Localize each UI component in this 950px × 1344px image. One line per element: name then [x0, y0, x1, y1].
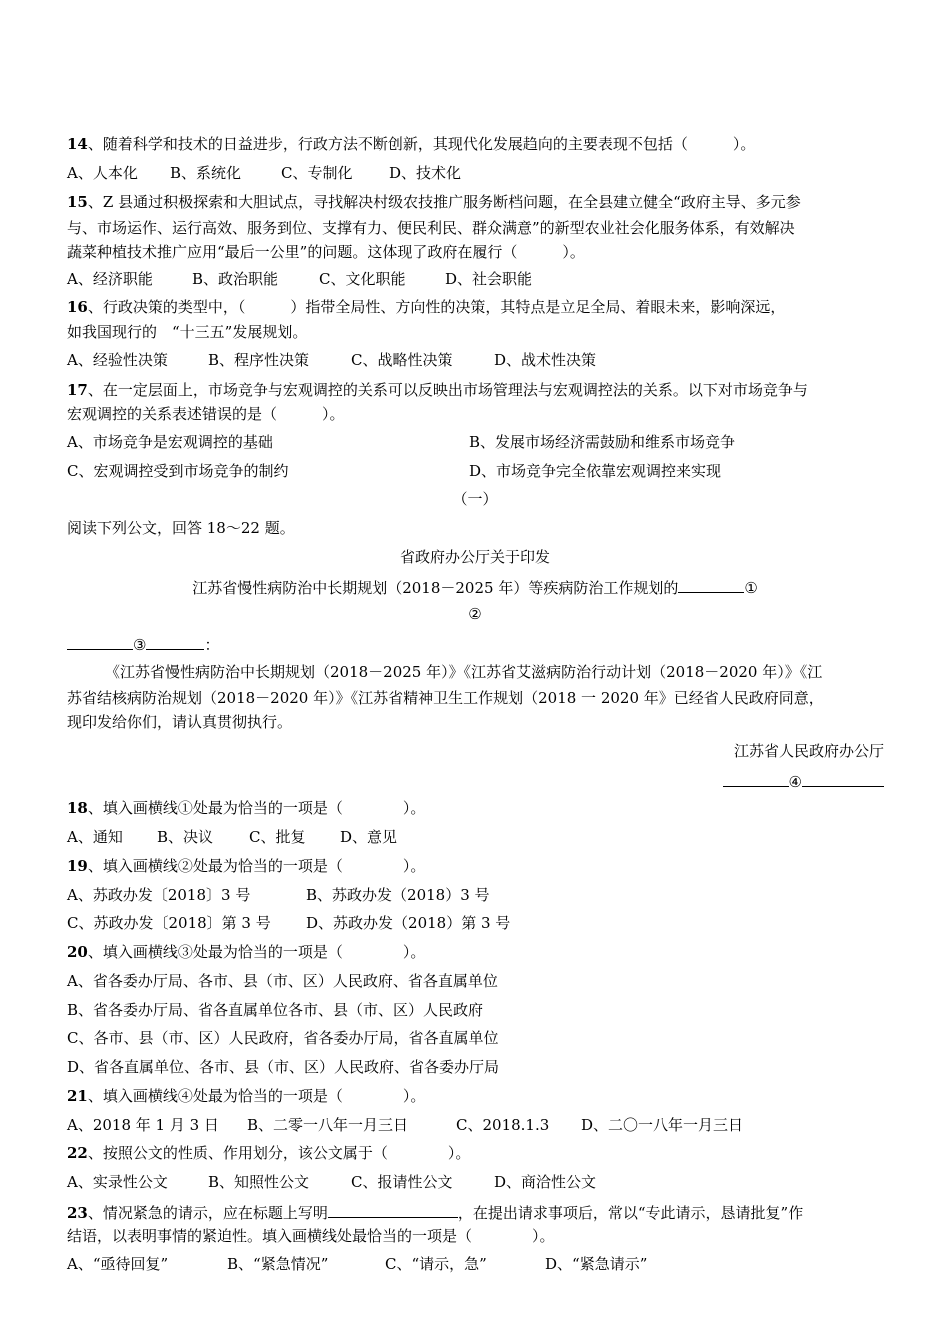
section-intro: 阅读下列公文，回答 18～22 题。	[67, 519, 295, 537]
option-d: D、战术性决策	[494, 351, 597, 369]
question-text: 、填入画横线④处最为恰当的一项是（ ）。	[87, 1087, 426, 1105]
question-22	[67, 1143, 470, 1163]
option-a: A、通知	[67, 828, 123, 846]
option-d: D、市场竞争完全依靠宏观调控来实现	[469, 462, 722, 480]
doc-title-line-1: 省政府办公厅关于印发	[399, 548, 550, 566]
question-23-options	[67, 1254, 647, 1274]
question-22-options	[67, 1172, 596, 1192]
doc-issuer: 江苏省人民政府办公厅	[733, 742, 884, 760]
option-a: A、经验性决策	[67, 351, 168, 369]
option-a: A、“亟待回复”	[67, 1255, 169, 1273]
question-14-options	[67, 163, 461, 183]
question-text: 、Z 县通过积极探索和大胆试点，寻找解决村级农技推广服务断档问题，在全县建立健全“政府主导、多元参	[87, 193, 801, 211]
option-b: B、系统化	[170, 164, 242, 182]
blank-line	[328, 1201, 458, 1218]
blank-marker-3: ③	[133, 636, 147, 654]
option-b: B、二零一八年一月三日	[247, 1116, 409, 1134]
question-number: 22	[67, 1144, 88, 1162]
question-number: 16	[67, 298, 88, 316]
question-number: 23	[67, 1204, 88, 1222]
option-c: C、宏观调控受到市场竞争的制约	[67, 462, 289, 480]
option-d: D、意见	[340, 828, 398, 846]
blank-line	[67, 633, 133, 650]
option-c: C、批复	[249, 828, 306, 846]
question-text: 、填入画横线①处最为恰当的一项是（ ）。	[87, 799, 426, 817]
question-17-line-1	[67, 380, 808, 400]
blank-line	[802, 770, 884, 787]
option-a: A、经济职能	[67, 270, 153, 288]
section-label: （一）	[452, 490, 498, 508]
blank-line	[678, 576, 744, 593]
question-number: 19	[67, 857, 88, 875]
option-a: A、2018 年 1 月 3 日	[67, 1116, 219, 1134]
question-text: 、在一定层面上，市场竞争与宏观调控的关系可以反映出市场管理法与宏观调控法的关系。以下对市场竞争与	[87, 381, 808, 399]
question-number: 20	[67, 943, 88, 961]
question-16-options	[67, 350, 596, 370]
question-19-options-ab	[67, 885, 490, 905]
blank-line	[146, 633, 204, 650]
option-d: D、省各直属单位、各市、县（市、区）人民政府、省各委办厅局	[67, 1058, 500, 1076]
question-21	[67, 1086, 425, 1106]
option-b: B、苏政办发（2018）3 号	[306, 886, 490, 904]
question-text-cont: ，在提出请求事项后，常以“专此请示，恳请批复”作	[457, 1204, 804, 1222]
question-18	[67, 798, 425, 818]
option-c: C、苏政办发〔2018〕第 3 号	[67, 914, 271, 932]
option-d: D、社会职能	[445, 270, 533, 288]
question-17-options-ab	[67, 432, 735, 452]
option-c: C、文化职能	[319, 270, 406, 288]
blank-marker-1: ①	[744, 579, 758, 597]
question-15-options	[67, 269, 532, 289]
blank-marker-4: ④	[788, 773, 802, 791]
option-d: D、苏政办发（2018）第 3 号	[306, 914, 511, 932]
question-21-options	[67, 1115, 743, 1135]
question-number: 21	[67, 1087, 88, 1105]
question-text: 、行政决策的类型中，（ ）指带全局性、方向性的决策，其特点是立足全局、着眼未来，影响深远，	[87, 298, 786, 316]
question-text: 、填入画横线③处最为恰当的一项是（ ）。	[87, 943, 426, 961]
question-text: 、填入画横线②处最为恰当的一项是（ ）。	[87, 857, 426, 875]
option-b: B、发展市场经济需鼓励和维系市场竞争	[469, 433, 736, 451]
question-number: 18	[67, 799, 88, 817]
option-d: D、“紧急请示”	[545, 1255, 648, 1273]
question-15-line-3: 蔬菜种植技术推广应用“最后一公里”的问题。这体现了政府在履行（ ）。	[67, 243, 585, 261]
option-b: B、程序性决策	[208, 351, 310, 369]
option-c: C、专制化	[281, 164, 353, 182]
option-c: C、2018.1.3	[456, 1116, 550, 1134]
blank-line	[723, 770, 789, 787]
option-b: B、省各委办厅局、省各直属单位各市、县（市、区）人民政府	[67, 1001, 484, 1019]
question-number: 15	[67, 193, 88, 211]
question-19	[67, 856, 425, 876]
option-d: D、二〇一八年一月三日	[581, 1116, 744, 1134]
question-16-line-2: 如我国现行的 “十三五”发展规划。	[67, 323, 308, 341]
question-23-line-1	[67, 1201, 803, 1223]
option-a: A、苏政办发〔2018〕3 号	[67, 886, 251, 904]
option-b: B、决议	[157, 828, 214, 846]
question-number: 14	[67, 135, 88, 153]
option-c: C、“请示，急”	[385, 1255, 487, 1273]
addressee-colon: ：	[204, 636, 220, 654]
question-18-options	[67, 827, 397, 847]
option-a: A、人本化	[67, 164, 138, 182]
option-a: A、省各委办厅局、各市、县（市、区）人民政府、省各直属单位	[67, 972, 498, 990]
option-c: C、报请性公文	[351, 1173, 453, 1191]
option-a: A、实录性公文	[67, 1173, 168, 1191]
doc-title-text: 江苏省慢性病防治中长期规划（2018－2025 年）等疾病防治工作规划的	[192, 579, 679, 597]
option-c: C、战略性决策	[351, 351, 453, 369]
option-c: C、各市、县（市、区）人民政府，省各委办厅局，省各直属单位	[67, 1029, 499, 1047]
question-16-line-1	[67, 297, 785, 317]
doc-date-line	[723, 770, 884, 792]
question-19-options-cd	[67, 913, 510, 933]
question-text: 、随着科学和技术的日益进步，行政方法不断创新，其现代化发展趋向的主要表现不包括（ ）。	[87, 135, 756, 153]
doc-body-line-1: 《江苏省慢性病防治中长期规划（2018－2025 年）》《江苏省艾滋病防治行动计划（2018－2020 年）》《江	[105, 663, 823, 681]
question-number: 17	[67, 381, 88, 399]
question-23-line-2: 结语，以表明事情的紧迫性。填入画横线处最恰当的一项是（ ）。	[67, 1227, 555, 1245]
option-b: B、“紧急情况”	[227, 1255, 329, 1273]
doc-body-line-2: 苏省结核病防治规划（2018－2020 年）》《江苏省精神卫生工作规划（2018 一 2020 年》已经省人民政府同意，	[67, 689, 824, 707]
option-b: B、知照性公文	[208, 1173, 310, 1191]
question-text: 、情况紧急的请示，应在标题上写明	[87, 1204, 328, 1222]
doc-title-line-2	[0, 576, 950, 598]
option-d: D、技术化	[389, 164, 462, 182]
question-17-line-2: 宏观调控的关系表述错误的是（ ）。	[67, 405, 345, 423]
doc-body-line-3: 现印发给你们，请认真贯彻执行。	[67, 713, 293, 731]
doc-addressee-line	[67, 633, 219, 655]
question-17-options-cd	[67, 461, 721, 481]
option-b: B、政治职能	[192, 270, 279, 288]
question-text: 、按照公文的性质、作用划分，该公文属于（ ）。	[87, 1144, 471, 1162]
question-15-line-1	[67, 192, 801, 212]
option-d: D、商洽性公文	[494, 1173, 597, 1191]
question-20	[67, 942, 425, 962]
option-a: A、市场竞争是宏观调控的基础	[67, 433, 273, 451]
question-15-line-2: 与、市场运作、运行高效、服务到位、支撑有力、便民利民、群众满意”的新型农业社会化服务体系，有效解决	[67, 219, 795, 237]
blank-marker-2: ②	[468, 605, 482, 623]
question-14	[67, 134, 755, 154]
